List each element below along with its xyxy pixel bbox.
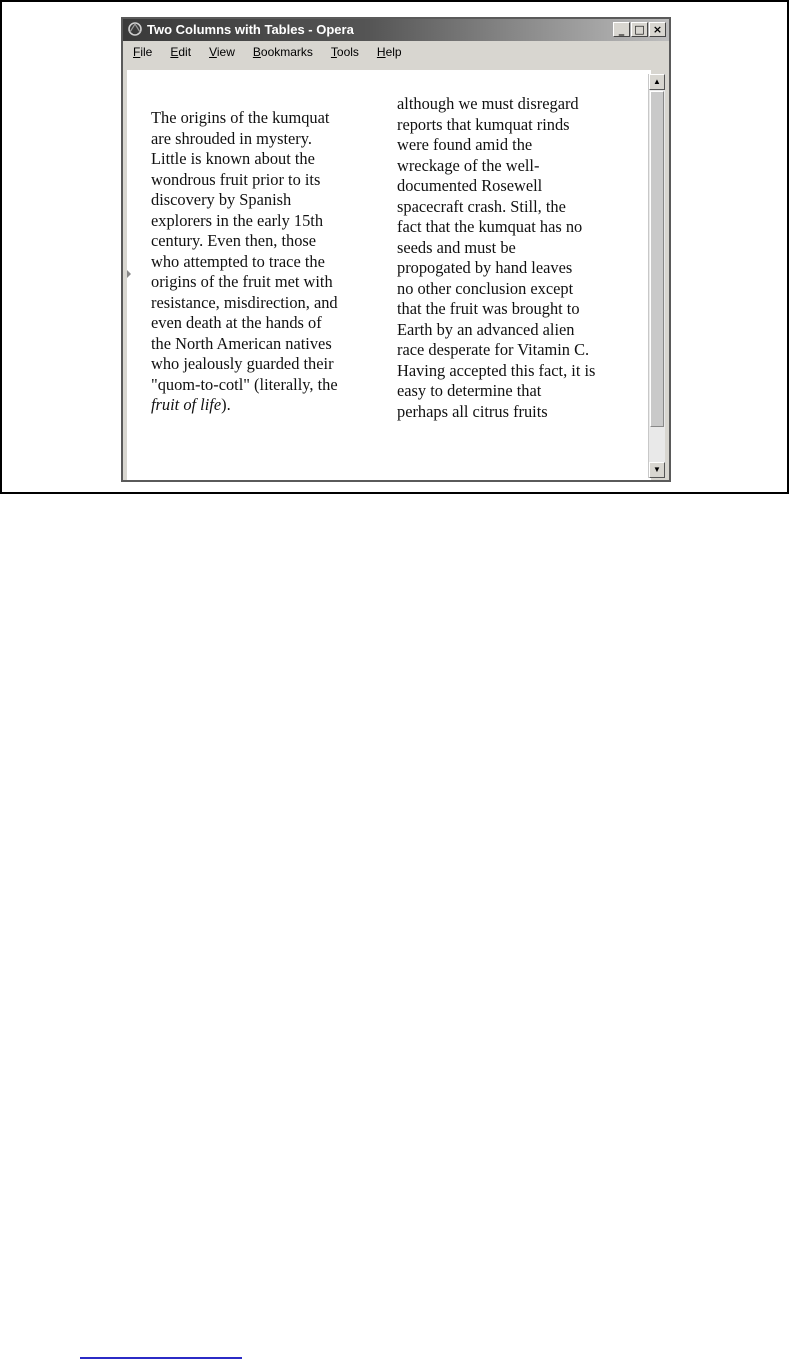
opera-icon (127, 21, 143, 37)
text-line: although we must disregard (397, 94, 579, 113)
text-line: wondrous fruit prior to its (151, 169, 321, 189)
text-line: fact that the kumquat has no (397, 217, 583, 236)
italic-phrase: fruit of life (151, 395, 222, 414)
minimize-button[interactable]: _ (613, 22, 630, 37)
text-line: discovery by Spanish (151, 190, 292, 209)
text-line: that the fruit was brought to (397, 299, 580, 318)
text-line: even death at the hands of (151, 313, 322, 332)
menu-edit[interactable]: Edit (170, 45, 192, 59)
close-button[interactable]: × (649, 22, 666, 37)
right-column (397, 94, 595, 422)
text-line: seeds and must be (397, 237, 516, 257)
text-line-last: fruit of life). (151, 395, 231, 414)
text-line: the North American natives (151, 333, 332, 353)
text-line: "quom-to-cotl" (literally, the (151, 374, 338, 394)
vertical-scrollbar[interactable] (648, 74, 665, 478)
panel-toggle-icon[interactable] (127, 270, 131, 278)
left-column (151, 108, 338, 416)
text-line: resistance, misdirection, and (151, 292, 338, 312)
scroll-down-icon[interactable]: ▼ (649, 462, 665, 478)
text-line: Earth by an advanced alien (397, 319, 575, 339)
text-line: easy to determine that (397, 381, 542, 400)
text-line: century. Even then, those (151, 231, 317, 250)
text-line: propogated by hand leaves (397, 258, 573, 277)
menu-tools[interactable]: Tools (330, 45, 359, 59)
text-line: origins of the fruit met with (151, 272, 333, 291)
text-line: who attempted to trace the (151, 251, 325, 271)
title-bar[interactable] (123, 19, 669, 41)
text-line: explorers in the early 15th (151, 210, 324, 230)
window-controls (613, 22, 666, 37)
text-line: reports that kumquat rinds (397, 114, 570, 134)
text-line: who jealously guarded their (151, 354, 334, 373)
text-line: no other conclusion except (397, 278, 574, 298)
menu-view[interactable]: View (209, 45, 235, 59)
scroll-thumb[interactable] (650, 91, 664, 427)
scroll-up-icon[interactable]: ▲ (649, 74, 665, 90)
page-content (127, 70, 651, 480)
text-line: were found amid the (397, 135, 533, 154)
text-line: Little is known about the (151, 149, 315, 168)
figure-frame (0, 0, 789, 494)
text-line: spacecraft crash. Still, the (397, 196, 566, 216)
text-line: perhaps all citrus fruits (397, 401, 548, 421)
menu-bookmarks[interactable]: Bookmarks (252, 45, 313, 59)
menu-file[interactable]: File (133, 45, 153, 59)
menu-help[interactable]: Help (376, 45, 402, 59)
text-line: race desperate for Vitamin C. (397, 340, 590, 359)
text-line: Having accepted this fact, it is (397, 360, 596, 380)
maximize-button[interactable]: □ (631, 22, 648, 37)
text-line: The origins of the kumquat (151, 108, 330, 127)
text-line: documented Rosewell (397, 176, 543, 195)
menu-bar (123, 42, 669, 62)
window-title: Two Columns with Tables - Opera (147, 22, 354, 37)
text-line: wreckage of the well- (397, 155, 540, 175)
browser-window (121, 17, 671, 482)
text-line: are shrouded in mystery. (151, 128, 312, 148)
